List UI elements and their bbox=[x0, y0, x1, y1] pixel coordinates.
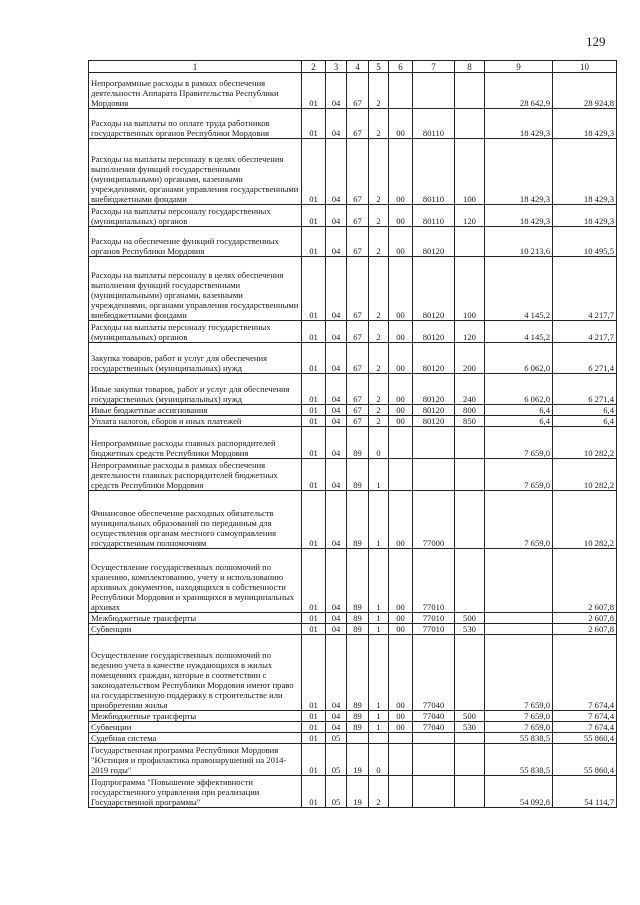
column-header-6: 6 bbox=[389, 61, 413, 73]
row-value-cell: 4 145,2 bbox=[485, 321, 553, 343]
row-value-cell: 00 bbox=[389, 405, 413, 416]
row-value-cell: 10 213,6 bbox=[485, 227, 553, 257]
table-row bbox=[89, 722, 617, 733]
row-value-cell bbox=[455, 744, 485, 776]
row-value-cell: 00 bbox=[389, 491, 413, 549]
row-value-cell: 80110 bbox=[413, 205, 455, 227]
table-row bbox=[89, 109, 617, 139]
column-header-4: 4 bbox=[347, 61, 369, 73]
row-value-cell: 120 bbox=[455, 321, 485, 343]
column-header-2: 2 bbox=[302, 61, 326, 73]
row-value-cell: 2 607,8 bbox=[553, 624, 617, 635]
row-value-cell: 18 429,3 bbox=[553, 205, 617, 227]
row-value-cell: 04 bbox=[326, 635, 347, 711]
row-value-cell: 19 bbox=[347, 776, 369, 808]
row-value-cell: 530 bbox=[455, 624, 485, 635]
budget-table bbox=[88, 60, 617, 808]
row-value-cell: 00 bbox=[389, 549, 413, 613]
row-value-cell: 01 bbox=[302, 733, 326, 744]
row-value-cell: 1 bbox=[369, 459, 389, 491]
table-row bbox=[89, 374, 617, 405]
row-value-cell: 05 bbox=[326, 744, 347, 776]
row-value-cell: 01 bbox=[302, 321, 326, 343]
row-value-cell: 800 bbox=[455, 405, 485, 416]
row-value-cell: 89 bbox=[347, 635, 369, 711]
row-value-cell: 2 bbox=[369, 257, 389, 321]
row-value-cell: 7 659,0 bbox=[485, 635, 553, 711]
row-value-cell: 7 659,0 bbox=[485, 711, 553, 722]
row-value-cell: 04 bbox=[326, 491, 347, 549]
row-value-cell: 55 860,4 bbox=[553, 733, 617, 744]
column-header-3: 3 bbox=[326, 61, 347, 73]
row-value-cell: 89 bbox=[347, 459, 369, 491]
row-value-cell: 100 bbox=[455, 139, 485, 205]
row-value-cell: 67 bbox=[347, 257, 369, 321]
row-value-cell: 54 092,8 bbox=[485, 776, 553, 808]
row-value-cell: 54 114,7 bbox=[553, 776, 617, 808]
row-value-cell: 01 bbox=[302, 343, 326, 374]
row-value-cell: 18 429,3 bbox=[485, 109, 553, 139]
row-value-cell: 77040 bbox=[413, 722, 455, 733]
row-name-cell: Закупка товаров, работ и услуг для обеспечения государственных (муниципальных) нужд bbox=[89, 343, 302, 374]
row-name-cell: Субвенции bbox=[89, 722, 302, 733]
row-value-cell bbox=[455, 733, 485, 744]
row-value-cell: 80120 bbox=[413, 343, 455, 374]
row-value-cell: 01 bbox=[302, 624, 326, 635]
row-value-cell: 04 bbox=[326, 722, 347, 733]
row-value-cell bbox=[389, 73, 413, 109]
row-name-cell: Финансовое обеспечение расходных обязательств муниципальных образований по переданным для осуществления органам местного самоуправления государственным полномочиям bbox=[89, 491, 302, 549]
row-value-cell: 200 bbox=[455, 343, 485, 374]
row-value-cell: 89 bbox=[347, 711, 369, 722]
row-value-cell: 04 bbox=[326, 73, 347, 109]
row-value-cell: 00 bbox=[389, 624, 413, 635]
row-value-cell: 55 860,4 bbox=[553, 744, 617, 776]
row-value-cell bbox=[455, 73, 485, 109]
row-value-cell: 00 bbox=[389, 109, 413, 139]
table-row bbox=[89, 776, 617, 808]
row-value-cell: 00 bbox=[389, 205, 413, 227]
row-value-cell: 04 bbox=[326, 427, 347, 459]
row-value-cell: 500 bbox=[455, 711, 485, 722]
row-value-cell: 240 bbox=[455, 374, 485, 405]
table-row bbox=[89, 321, 617, 343]
row-value-cell: 04 bbox=[326, 321, 347, 343]
row-value-cell: 80120 bbox=[413, 416, 455, 427]
row-value-cell: 2 bbox=[369, 321, 389, 343]
row-value-cell bbox=[455, 491, 485, 549]
table-row bbox=[89, 459, 617, 491]
column-header-8: 8 bbox=[455, 61, 485, 73]
row-value-cell: 2 bbox=[369, 374, 389, 405]
row-value-cell: 04 bbox=[326, 343, 347, 374]
row-value-cell bbox=[413, 73, 455, 109]
row-value-cell bbox=[413, 733, 455, 744]
row-value-cell: 80110 bbox=[413, 139, 455, 205]
row-value-cell: 01 bbox=[302, 205, 326, 227]
row-value-cell: 1 bbox=[369, 549, 389, 613]
table-row bbox=[89, 613, 617, 624]
row-value-cell: 89 bbox=[347, 722, 369, 733]
row-value-cell: 4 217,7 bbox=[553, 257, 617, 321]
row-value-cell: 01 bbox=[302, 744, 326, 776]
row-value-cell: 80120 bbox=[413, 321, 455, 343]
row-value-cell: 2 bbox=[369, 139, 389, 205]
row-value-cell: 77010 bbox=[413, 549, 455, 613]
table-row bbox=[89, 549, 617, 613]
row-value-cell: 67 bbox=[347, 139, 369, 205]
row-value-cell: 00 bbox=[389, 227, 413, 257]
row-value-cell: 7 659,0 bbox=[485, 427, 553, 459]
row-value-cell bbox=[455, 776, 485, 808]
row-value-cell: 80110 bbox=[413, 109, 455, 139]
row-value-cell: 77010 bbox=[413, 624, 455, 635]
row-value-cell: 04 bbox=[326, 109, 347, 139]
row-value-cell: 2 bbox=[369, 227, 389, 257]
row-value-cell: 00 bbox=[389, 722, 413, 733]
row-name-cell: Осуществление государственных полномочий по ведению учета в качестве нуждающихся в жилых помещениях граждан, которые в соответствии с законодательством Республики Мордовия имеют право на государственную поддержку в строительстве или приобретении жилья bbox=[89, 635, 302, 711]
table-row bbox=[89, 491, 617, 549]
row-value-cell: 1 bbox=[369, 491, 389, 549]
row-value-cell: 01 bbox=[302, 776, 326, 808]
row-value-cell bbox=[389, 776, 413, 808]
row-value-cell: 0 bbox=[369, 744, 389, 776]
row-name-cell: Межбюджетные трансферты bbox=[89, 711, 302, 722]
row-value-cell: 10 282,2 bbox=[553, 427, 617, 459]
row-name-cell: Непрограммные расходы в рамках обеспечения деятельности главных распорядителей бюджетных средств Республики Мордовия bbox=[89, 459, 302, 491]
row-value-cell: 2 bbox=[369, 73, 389, 109]
row-value-cell: 00 bbox=[389, 343, 413, 374]
row-value-cell: 18 429,3 bbox=[553, 109, 617, 139]
row-value-cell: 2 607,8 bbox=[553, 549, 617, 613]
row-value-cell: 89 bbox=[347, 427, 369, 459]
row-value-cell: 10 495,5 bbox=[553, 227, 617, 257]
row-name-cell: Государственная программа Республики Мордовия "Юстиция и профилактика правонарушений на 2014-2019 годы" bbox=[89, 744, 302, 776]
row-value-cell: 67 bbox=[347, 109, 369, 139]
table-row bbox=[89, 427, 617, 459]
row-value-cell: 4 145,2 bbox=[485, 257, 553, 321]
row-value-cell: 7 659,0 bbox=[485, 459, 553, 491]
row-value-cell: 01 bbox=[302, 227, 326, 257]
row-value-cell: 04 bbox=[326, 227, 347, 257]
row-value-cell: 05 bbox=[326, 733, 347, 744]
row-value-cell: 77040 bbox=[413, 711, 455, 722]
row-value-cell: 00 bbox=[389, 613, 413, 624]
row-value-cell bbox=[413, 427, 455, 459]
header-row bbox=[89, 61, 617, 73]
row-value-cell: 530 bbox=[455, 722, 485, 733]
row-value-cell: 19 bbox=[347, 744, 369, 776]
row-value-cell: 67 bbox=[347, 205, 369, 227]
row-value-cell: 55 838,5 bbox=[485, 733, 553, 744]
row-value-cell bbox=[413, 744, 455, 776]
row-value-cell: 1 bbox=[369, 711, 389, 722]
row-value-cell: 01 bbox=[302, 635, 326, 711]
row-value-cell bbox=[485, 613, 553, 624]
row-value-cell: 01 bbox=[302, 374, 326, 405]
row-value-cell: 01 bbox=[302, 491, 326, 549]
row-value-cell bbox=[389, 427, 413, 459]
row-value-cell: 04 bbox=[326, 613, 347, 624]
row-value-cell: 67 bbox=[347, 416, 369, 427]
row-value-cell: 01 bbox=[302, 257, 326, 321]
row-name-cell: Судебная система bbox=[89, 733, 302, 744]
row-value-cell: 1 bbox=[369, 635, 389, 711]
table-row bbox=[89, 405, 617, 416]
row-name-cell: Расходы на выплаты персоналу государственных (муниципальных) органов bbox=[89, 321, 302, 343]
row-value-cell: 01 bbox=[302, 405, 326, 416]
table-row bbox=[89, 73, 617, 109]
row-value-cell: 67 bbox=[347, 227, 369, 257]
table-row bbox=[89, 635, 617, 711]
row-value-cell: 6,4 bbox=[485, 416, 553, 427]
row-value-cell bbox=[455, 427, 485, 459]
table-row bbox=[89, 343, 617, 374]
row-name-cell: Непрограммные расходы в рамках обеспечения деятельности Аппарата Правительства Республики Мордовия bbox=[89, 73, 302, 109]
row-value-cell bbox=[485, 624, 553, 635]
row-value-cell: 01 bbox=[302, 613, 326, 624]
table-row bbox=[89, 744, 617, 776]
row-value-cell: 100 bbox=[455, 257, 485, 321]
row-value-cell: 6 271,4 bbox=[553, 374, 617, 405]
row-value-cell: 10 282,2 bbox=[553, 459, 617, 491]
row-value-cell: 04 bbox=[326, 405, 347, 416]
row-value-cell: 7 659,0 bbox=[485, 491, 553, 549]
row-value-cell: 55 838,5 bbox=[485, 744, 553, 776]
row-value-cell: 1 bbox=[369, 722, 389, 733]
row-value-cell: 6 062,0 bbox=[485, 343, 553, 374]
row-value-cell: 2 bbox=[369, 405, 389, 416]
row-value-cell bbox=[389, 733, 413, 744]
row-value-cell bbox=[413, 459, 455, 491]
row-value-cell: 6 271,4 bbox=[553, 343, 617, 374]
row-name-cell: Расходы на выплаты персоналу в целях обеспечения выполнения функций государственными (муниципальными) органами, казенными учреждениями, органами управления государственными внебюджетными фондами bbox=[89, 257, 302, 321]
row-value-cell bbox=[485, 549, 553, 613]
row-value-cell: 04 bbox=[326, 459, 347, 491]
row-name-cell: Субвенции bbox=[89, 624, 302, 635]
row-value-cell: 01 bbox=[302, 459, 326, 491]
column-header-1: 1 bbox=[89, 61, 302, 73]
row-value-cell: 2 bbox=[369, 205, 389, 227]
row-name-cell: Расходы на выплаты персоналу государственных (муниципальных) органов bbox=[89, 205, 302, 227]
row-value-cell bbox=[389, 459, 413, 491]
row-value-cell: 04 bbox=[326, 416, 347, 427]
row-value-cell: 04 bbox=[326, 711, 347, 722]
row-value-cell: 6,4 bbox=[553, 405, 617, 416]
row-value-cell: 01 bbox=[302, 549, 326, 613]
row-value-cell bbox=[455, 549, 485, 613]
row-value-cell: 6,4 bbox=[553, 416, 617, 427]
row-name-cell: Уплата налогов, сборов и иных платежей bbox=[89, 416, 302, 427]
row-value-cell: 00 bbox=[389, 711, 413, 722]
row-value-cell: 18 429,3 bbox=[553, 139, 617, 205]
column-header-10: 10 bbox=[553, 61, 617, 73]
row-value-cell: 04 bbox=[326, 624, 347, 635]
row-value-cell: 6,4 bbox=[485, 405, 553, 416]
table-row bbox=[89, 733, 617, 744]
row-value-cell: 67 bbox=[347, 405, 369, 416]
row-value-cell: 80120 bbox=[413, 374, 455, 405]
table-row bbox=[89, 257, 617, 321]
row-value-cell: 7 674,4 bbox=[553, 722, 617, 733]
row-value-cell: 89 bbox=[347, 624, 369, 635]
row-name-cell: Расходы на обеспечение функций государственных органов Республики Мордовия bbox=[89, 227, 302, 257]
row-value-cell: 04 bbox=[326, 139, 347, 205]
row-value-cell: 67 bbox=[347, 73, 369, 109]
row-value-cell: 28 924,8 bbox=[553, 73, 617, 109]
column-header-9: 9 bbox=[485, 61, 553, 73]
row-value-cell: 04 bbox=[326, 205, 347, 227]
row-value-cell: 1 bbox=[369, 624, 389, 635]
row-value-cell bbox=[455, 459, 485, 491]
row-value-cell: 500 bbox=[455, 613, 485, 624]
row-value-cell: 89 bbox=[347, 491, 369, 549]
table-body bbox=[89, 73, 617, 808]
page-number: 129 bbox=[586, 34, 606, 49]
row-value-cell: 7 659,0 bbox=[485, 722, 553, 733]
row-value-cell: 850 bbox=[455, 416, 485, 427]
row-value-cell bbox=[347, 733, 369, 744]
table-row bbox=[89, 205, 617, 227]
row-value-cell bbox=[389, 744, 413, 776]
table-row bbox=[89, 624, 617, 635]
row-name-cell: Осуществление государственных полномочий по хранению, комплектованию, учету и использованию архивных документов, находящихся в собственности Республики Мордовия и хранящихся в муниципальных архивах bbox=[89, 549, 302, 613]
row-value-cell bbox=[369, 733, 389, 744]
row-name-cell: Расходы на выплаты персоналу в целях обеспечения выполнения функций государственными (муниципальными) органами, казенными учреждениями, органами управления государственными внебюджетными фондами bbox=[89, 139, 302, 205]
row-name-cell: Межбюджетные трансферты bbox=[89, 613, 302, 624]
row-value-cell: 01 bbox=[302, 711, 326, 722]
row-value-cell: 77010 bbox=[413, 613, 455, 624]
row-value-cell: 01 bbox=[302, 73, 326, 109]
row-value-cell: 00 bbox=[389, 635, 413, 711]
row-value-cell: 89 bbox=[347, 613, 369, 624]
row-value-cell: 04 bbox=[326, 549, 347, 613]
row-value-cell: 77040 bbox=[413, 635, 455, 711]
row-name-cell: Иные бюджетные ассигнования bbox=[89, 405, 302, 416]
row-value-cell: 01 bbox=[302, 139, 326, 205]
row-value-cell: 67 bbox=[347, 321, 369, 343]
row-value-cell: 2 bbox=[369, 776, 389, 808]
row-name-cell: Расходы на выплаты по оплате труда работников государственных органов Республики Мордовия bbox=[89, 109, 302, 139]
row-value-cell: 28 642,9 bbox=[485, 73, 553, 109]
row-value-cell bbox=[455, 635, 485, 711]
row-value-cell: 05 bbox=[326, 776, 347, 808]
row-name-cell: Непрограммные расходы главных распорядителей бюджетных средств Республики Мордовия bbox=[89, 427, 302, 459]
row-value-cell: 18 429,3 bbox=[485, 139, 553, 205]
row-value-cell: 04 bbox=[326, 374, 347, 405]
row-value-cell: 67 bbox=[347, 374, 369, 405]
row-value-cell: 00 bbox=[389, 416, 413, 427]
row-value-cell: 0 bbox=[369, 427, 389, 459]
table-row bbox=[89, 416, 617, 427]
row-value-cell bbox=[455, 227, 485, 257]
row-value-cell: 80120 bbox=[413, 257, 455, 321]
row-value-cell: 2 bbox=[369, 109, 389, 139]
row-value-cell: 00 bbox=[389, 321, 413, 343]
row-value-cell: 04 bbox=[326, 257, 347, 321]
row-value-cell: 4 217,7 bbox=[553, 321, 617, 343]
column-header-7: 7 bbox=[413, 61, 455, 73]
column-header-5: 5 bbox=[369, 61, 389, 73]
row-value-cell: 6 062,0 bbox=[485, 374, 553, 405]
row-name-cell: Иные закупки товаров, работ и услуг для обеспечения государственных (муниципальных) нужд bbox=[89, 374, 302, 405]
row-value-cell: 80120 bbox=[413, 227, 455, 257]
row-value-cell: 2 bbox=[369, 343, 389, 374]
table-row bbox=[89, 139, 617, 205]
row-value-cell: 00 bbox=[389, 257, 413, 321]
row-value-cell: 1 bbox=[369, 613, 389, 624]
row-value-cell: 00 bbox=[389, 374, 413, 405]
row-value-cell: 01 bbox=[302, 427, 326, 459]
row-value-cell: 7 674,4 bbox=[553, 711, 617, 722]
row-value-cell: 00 bbox=[389, 139, 413, 205]
row-value-cell: 01 bbox=[302, 416, 326, 427]
row-value-cell: 67 bbox=[347, 343, 369, 374]
row-value-cell: 2 bbox=[369, 416, 389, 427]
row-value-cell bbox=[413, 776, 455, 808]
row-value-cell: 80120 bbox=[413, 405, 455, 416]
row-value-cell: 18 429,3 bbox=[485, 205, 553, 227]
row-value-cell: 120 bbox=[455, 205, 485, 227]
row-value-cell bbox=[455, 109, 485, 139]
table-row bbox=[89, 227, 617, 257]
row-value-cell: 10 282,2 bbox=[553, 491, 617, 549]
row-value-cell: 77000 bbox=[413, 491, 455, 549]
row-value-cell: 2 607,8 bbox=[553, 613, 617, 624]
row-value-cell: 01 bbox=[302, 722, 326, 733]
row-value-cell: 7 674,4 bbox=[553, 635, 617, 711]
table-row bbox=[89, 711, 617, 722]
row-name-cell: Подпрограмма "Повышение эффективности государственного управления при реализации Государственной программы" bbox=[89, 776, 302, 808]
row-value-cell: 01 bbox=[302, 109, 326, 139]
row-value-cell: 89 bbox=[347, 549, 369, 613]
